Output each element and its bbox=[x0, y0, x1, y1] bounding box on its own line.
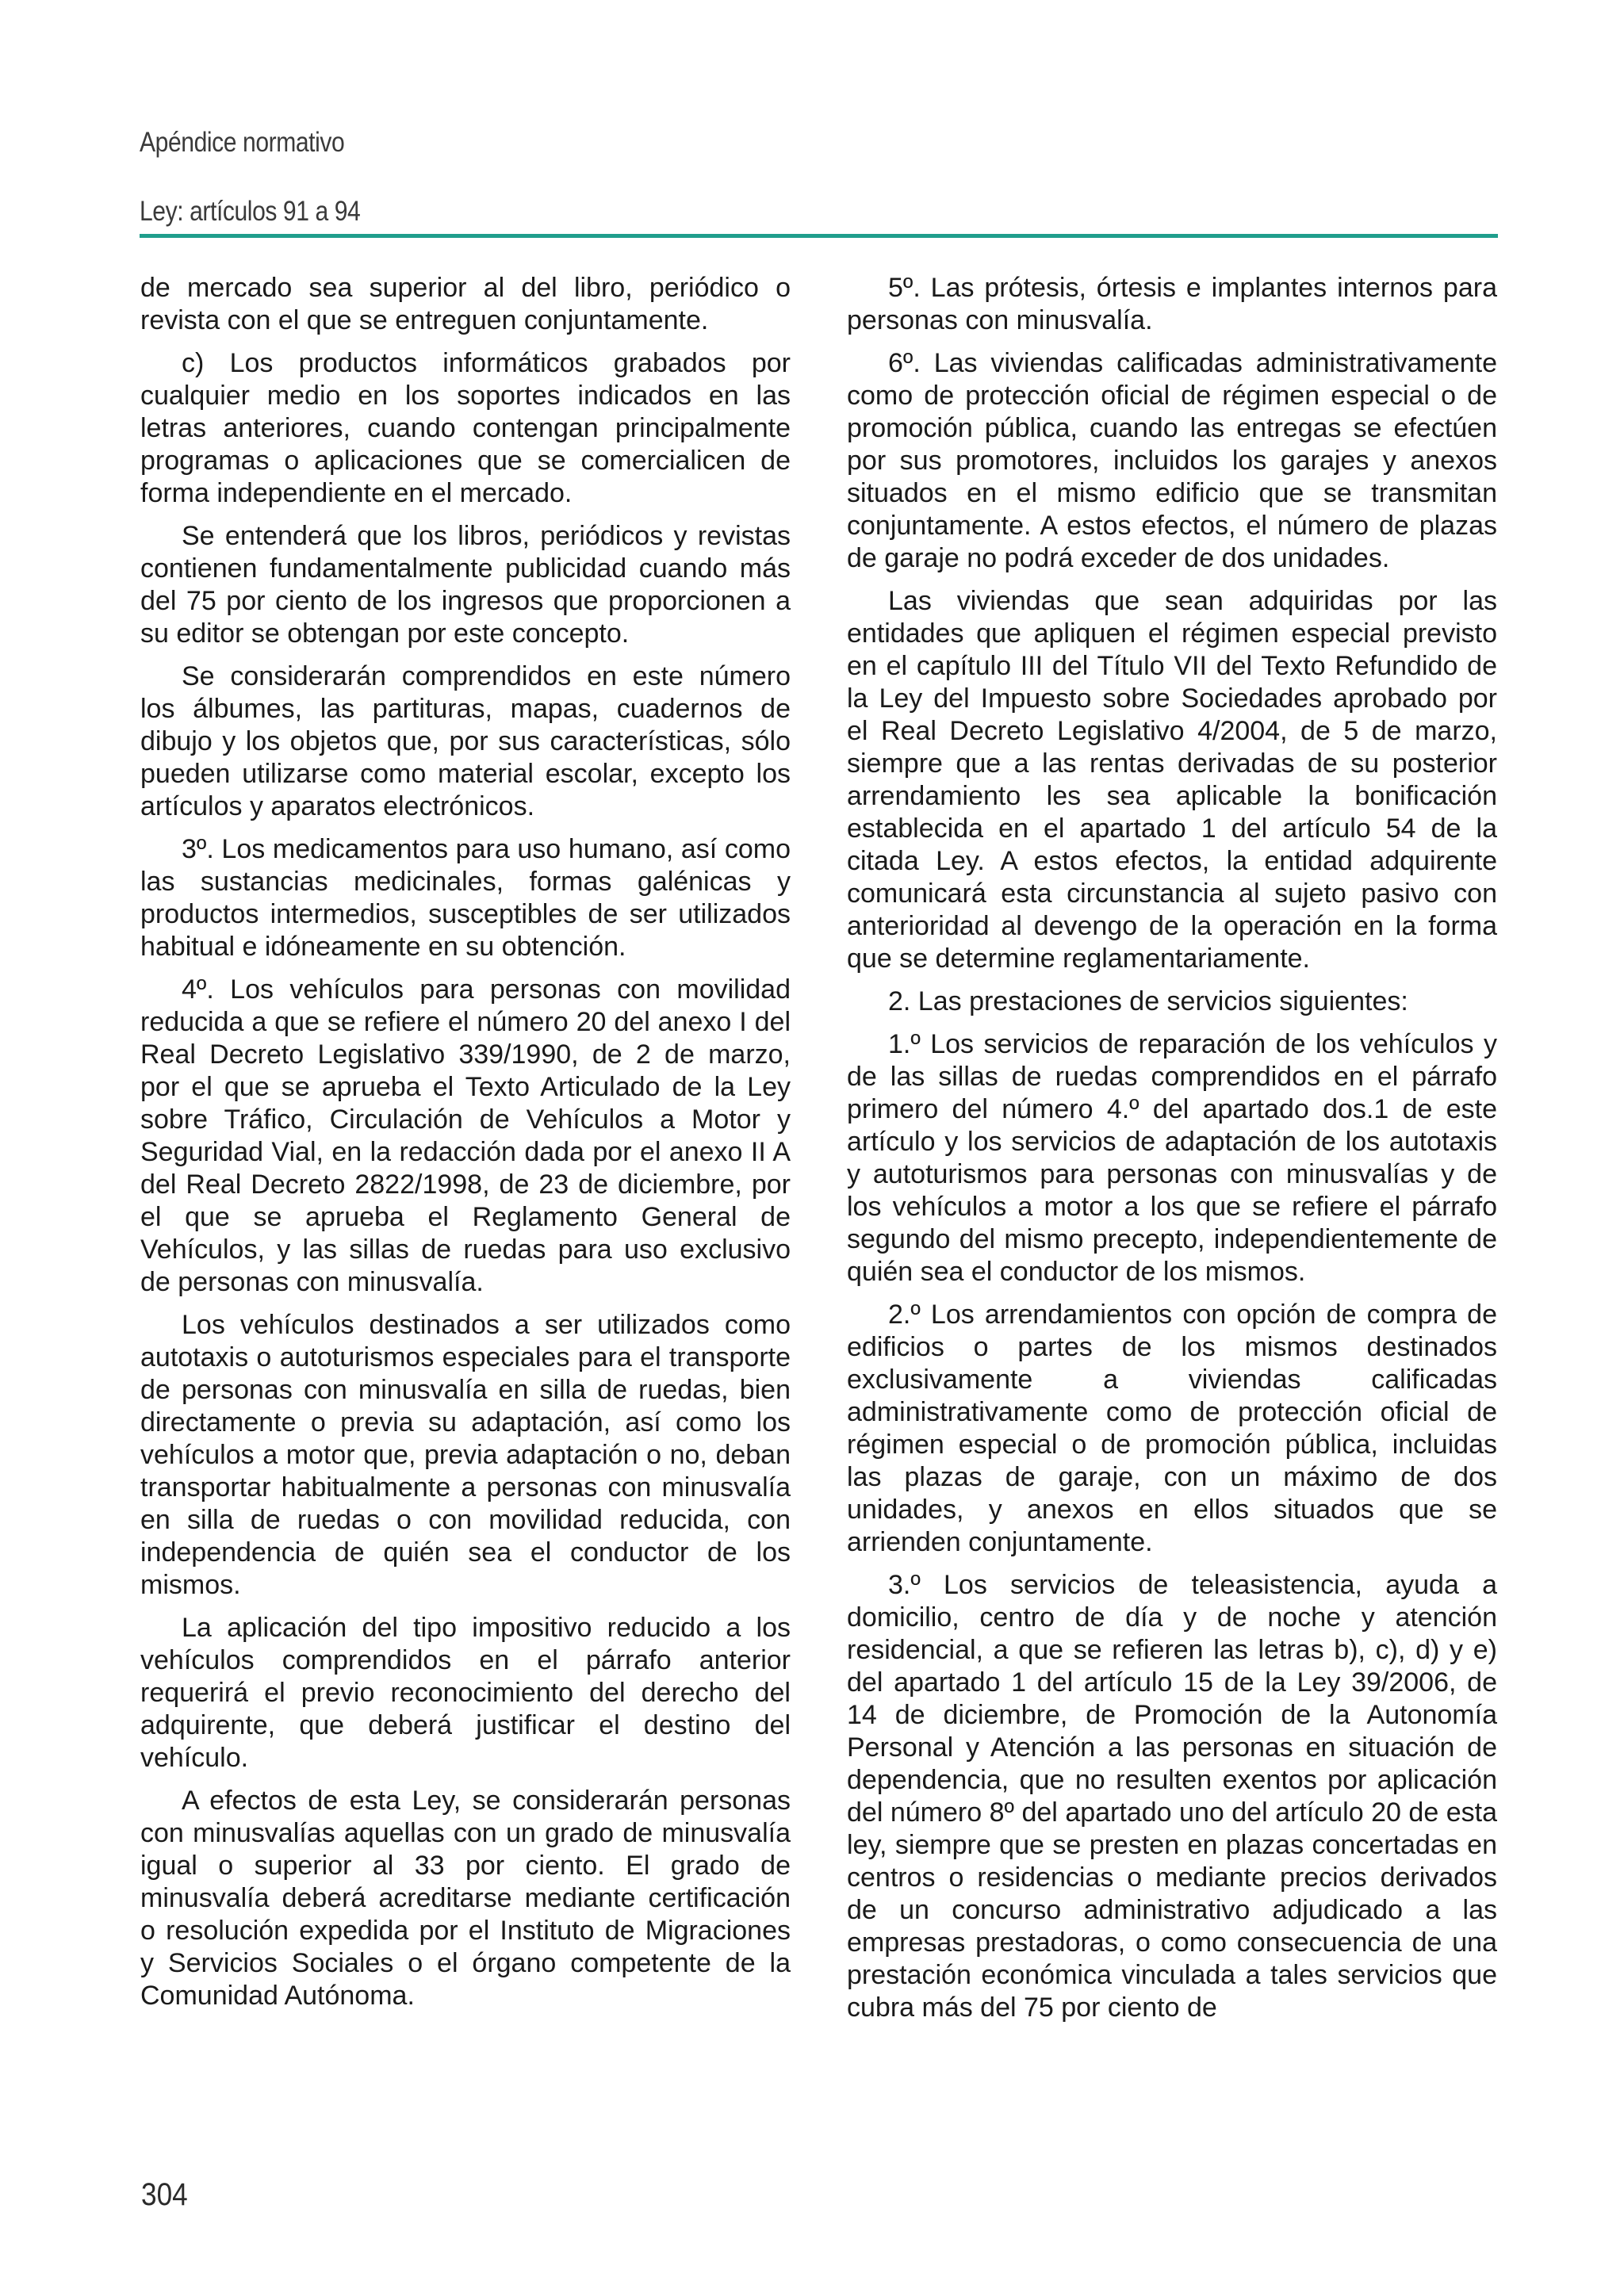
paragraph: La aplicación del tipo impositivo reducido a los vehículos comprendidos en el párrafo anterior requerirá el previo reconocimiento del derecho del adquirente, que deberá justificar el destino del vehículo. bbox=[140, 1613, 791, 1773]
paragraph: 1.º Los servicios de reparación de los vehículos y de las sillas de ruedas comprendidos en el párrafo primero del número 4.º del apartado dos.1 de este artículo y los servicios de adaptación de los autotaxis y autoturismos para personas con minusvalías y de los vehículos a motor a los que se refiere el párrafo segundo del mismo precepto, independientemente de quién sea el conductor de los mismos. bbox=[847, 1029, 1497, 1287]
paragraph: A efectos de esta Ley, se considerarán personas con minusvalías aquellas con un grado de minusvalía igual o superior al 33 por ciento. El grado de minusvalía deberá acreditarse mediante certificación o resolución expedida por el Instituto de Migraciones y Servicios Sociales o el órgano competente de la Comunidad Autónoma. bbox=[140, 1786, 791, 2011]
paragraph: Se considerarán comprendidos en este número los álbumes, las partituras, mapas, cuadernos de dibujo y los objetos que, por sus características, sólo pueden utilizarse como material escolar, excepto los artículos y aparatos electrónicos. bbox=[140, 661, 791, 821]
paragraph: 3º. Los medicamentos para uso humano, así como las sustancias medicinales, formas galénicas y productos intermedios, susceptibles de ser utilizados habitual e idóneamente en su obtención. bbox=[140, 834, 791, 962]
paragraph: 4º. Los vehículos para personas con movilidad reducida a que se refiere el número 20 del anexo I del Real Decreto Legislativo 339/1990, de 2 de marzo, por el que se aprueba el Texto Articulado de la Ley sobre Tráfico, Circulación de Vehículos a Motor y Seguridad Vial, en la redacción dada por el anexo II A del Real Decreto 2822/1998, de 23 de diciembre, por el que se aprueba el Reglamento General de Vehículos, y las sillas de ruedas para uso exclusivo de personas con minusvalía. bbox=[140, 974, 791, 1297]
paragraph: 2.º Los arrendamientos con opción de compra de edificios o partes de los mismos destinados exclusivamente a viviendas calificadas administrativamente como de protección oficial de régimen especial o de promoción pública, incluidas las plazas de garaje, con un máximo de dos unidades, y anexos en ellos situados que se arrienden conjuntamente. bbox=[847, 1300, 1497, 1557]
running-header-subsection: Ley: artículos 91 a 94 bbox=[140, 196, 361, 227]
paragraph: Se entenderá que los libros, periódicos y revistas contienen fundamentalmente publicidad cuando más del 75 por ciento de los ingresos que proporcionen a su editor se obtengan por este concepto. bbox=[140, 521, 791, 649]
right-column bbox=[847, 272, 1497, 2035]
page-number: 304 bbox=[141, 2177, 188, 2212]
left-column bbox=[140, 272, 791, 2023]
paragraph: c) Los productos informáticos grabados por cualquier medio en los soportes indicados en las letras anteriores, cuando contengan principalmente programas o aplicaciones que se comercialicen de forma independiente en el mercado. bbox=[140, 348, 791, 508]
paragraph: de mercado sea superior al del libro, periódico o revista con el que se entreguen conjuntamente. bbox=[140, 273, 791, 335]
paragraph: Los vehículos destinados a ser utilizados como autotaxis o autoturismos especiales para el transporte de personas con minusvalía en silla de ruedas, bien directamente o previa su adaptación, así como los vehículos a motor que, previa adaptación o no, deban transportar habitualmente a personas con minusvalía en silla de ruedas o con movilidad reducida, con independencia de quién sea el conductor de los mismos. bbox=[140, 1310, 791, 1600]
paragraph: 5º. Las prótesis, órtesis e implantes internos para personas con minusvalía. bbox=[847, 273, 1497, 335]
paragraph: 6º. Las viviendas calificadas administrativamente como de protección oficial de régimen especial o de promoción pública, cuando las entregas se efectúen por sus promotores, incluidos los garajes y anexos situados en el mismo edificio que se transmitan conjuntamente. A estos efectos, el número de plazas de garaje no podrá exceder de dos unidades. bbox=[847, 348, 1497, 573]
paragraph: 2. Las prestaciones de servicios siguientes: bbox=[888, 986, 1408, 1016]
header-divider bbox=[140, 234, 1498, 238]
paragraph: 3.º Los servicios de teleasistencia, ayuda a domicilio, centro de día y de noche y atención residencial, a que se refieren las letras b), c), d) y e) del apartado 1 del artículo 15 de la Ley 39/2006, de 14 de diciembre, de Promoción de la Autonomía Personal y Atención a las personas en situación de dependencia, que no resulten exentos por aplicación del número 8º del apartado uno del artículo 20 de esta ley, siempre que se presten en plazas concertadas en centros o residencias o mediante precios derivados de un concurso administrativo adjudicado a las empresas prestadoras, o como consecuencia de una prestación económica vinculada a tales servicios que cubra más del 75 por ciento de bbox=[847, 1570, 1497, 2023]
running-header-section: Apéndice normativo bbox=[140, 127, 345, 158]
paragraph: Las viviendas que sean adquiridas por las entidades que apliquen el régimen especial previsto en el capítulo III del Título VII del Texto Refundido de la Ley del Impuesto sobre Sociedades aprobado por el Real Decreto Legislativo 4/2004, de 5 de marzo, siempre que a las rentas derivadas de su posterior arrendamiento les sea aplicable la bonificación establecida en el apartado 1 del artículo 54 de la citada Ley. A estos efectos, la entidad adquirente comunicará esta circunstancia al sujeto pasivo con anterioridad al devengo de la operación en la forma que se determine reglamentariamente. bbox=[847, 586, 1497, 974]
